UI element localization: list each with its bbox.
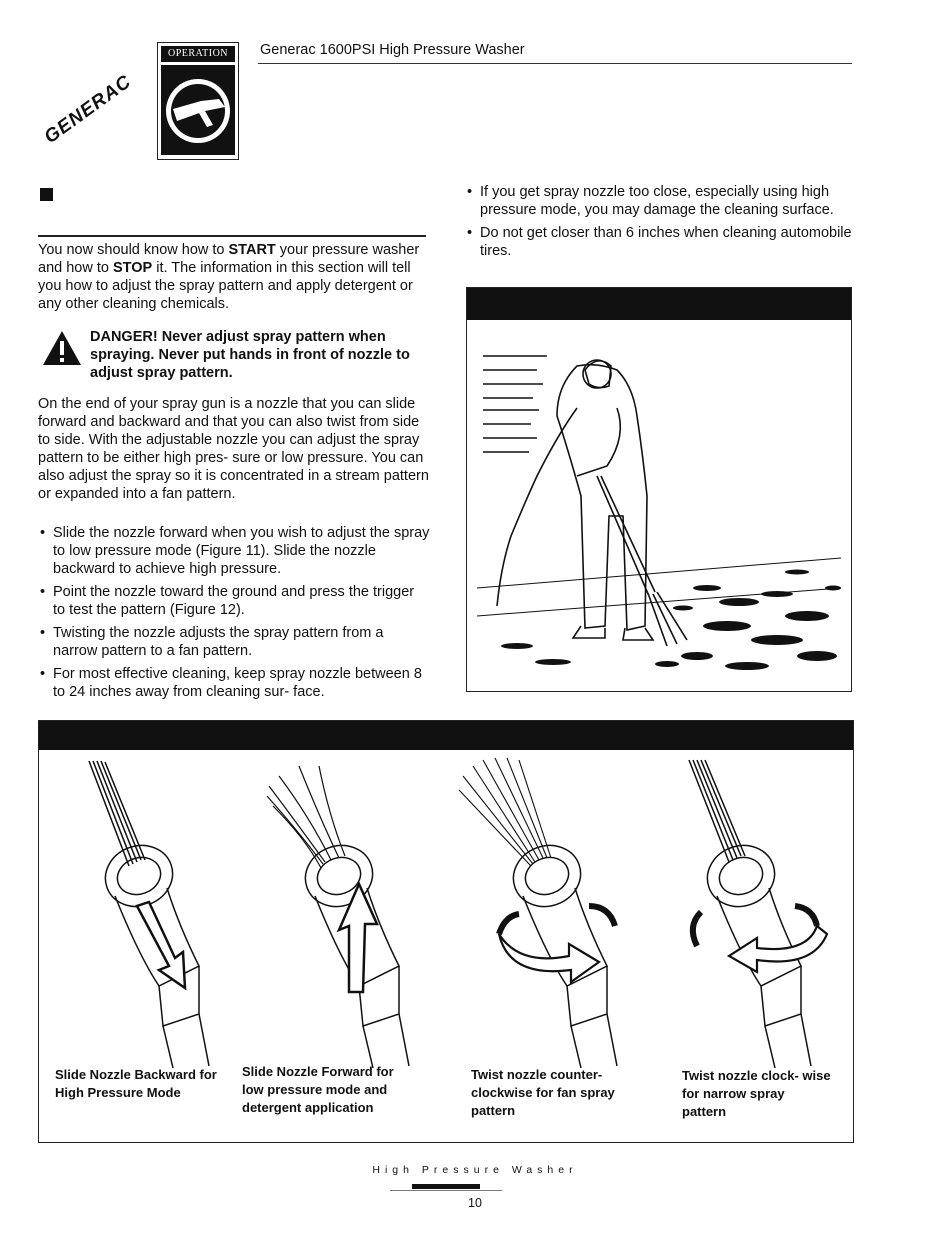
nozzle-slide-forward-illustration <box>259 756 449 1071</box>
operation-section-badge <box>157 42 239 160</box>
footer-title: High Pressure Washer <box>372 1164 578 1176</box>
caption-twist-counterclockwise: Twist nozzle counter- clockwise for fan spray pattern <box>471 1067 615 1118</box>
list-item: • Slide the nozzle forward when you wish to adjust the spray to low pressure mode (Figure 11). Slide the nozzle backward to achieve high pressure. <box>38 524 430 578</box>
caption-twist-clockwise: Twist nozzle clock- wise for narrow spray pattern <box>682 1068 831 1119</box>
intro-text-2: your pressure washer and how to <box>38 242 420 276</box>
section-marker <box>40 188 53 201</box>
list-item: • Point the nozzle toward the ground and press the trigger to test the pattern (Figure 12). <box>38 583 430 619</box>
document-title: Generac 1600PSI High Pressure Washer <box>260 42 525 58</box>
intro-text-1: You now should know how to <box>38 242 229 258</box>
figure-12 <box>38 720 854 1143</box>
start-keyword: START <box>228 242 276 258</box>
intro-text-3: it. The information in this section will tell you how to adjust the spray pattern and apply detergent or any other cleaning chemicals. <box>38 260 413 312</box>
caption-slide-backward: Slide Nozzle Backward for High Pressure Mode <box>55 1067 217 1100</box>
list-item: • If you get spray nozzle too close, especially using high pressure mode, you may damage the cleaning surface. <box>465 183 855 219</box>
list-item: • Twisting the nozzle adjusts the spray pattern from a narrow pattern to a fan pattern. <box>38 624 430 660</box>
brand-wordmark: GENERAC <box>40 71 136 149</box>
instruction-list-left <box>38 524 430 706</box>
figure-12-title-bar <box>39 721 853 750</box>
danger-notice: DANGER! Never adjust spray pattern when spraying. Never put hands in front of nozzle to adjust spray pattern. <box>90 329 410 381</box>
operation-tab-label: OPERATION <box>161 46 235 62</box>
footer-line <box>390 1190 502 1191</box>
warning-triangle-icon <box>42 330 82 366</box>
stop-keyword: STOP <box>112 260 153 276</box>
nozzle-description: On the end of your spray gun is a nozzle that you can slide forward and backward and that you can also twist from side to side. With the adjustable nozzle you can adjust the spray pattern to be either high pres- sure or low pressure. You can also adjust the spray so it is concentrated in a stream pattern or expanded into a fan pattern. <box>38 396 429 502</box>
intro-paragraph <box>38 241 430 313</box>
header-rule <box>258 63 852 64</box>
footer-bar <box>412 1184 480 1189</box>
person-spraying-illustration <box>477 326 841 686</box>
nozzle-slide-backward-illustration <box>59 756 249 1071</box>
page-number: 10 <box>468 1196 482 1210</box>
figure-11-title-bar <box>467 288 851 320</box>
figure-11 <box>466 287 852 692</box>
section-rule <box>38 235 426 237</box>
caption-slide-forward: Slide Nozzle Forward for low pressure mode and detergent application <box>242 1064 394 1115</box>
list-item: • For most effective cleaning, keep spray nozzle between 8 to 24 inches away from cleaning sur- face. <box>38 665 430 701</box>
spray-gun-icon <box>161 65 235 155</box>
generac-logo <box>38 70 158 150</box>
list-item: • Do not get closer than 6 inches when cleaning automobile tires. <box>465 224 855 260</box>
instruction-list-right <box>465 183 855 265</box>
nozzle-twist-counterclockwise-illustration <box>459 756 649 1071</box>
nozzle-twist-clockwise-illustration <box>667 756 857 1071</box>
